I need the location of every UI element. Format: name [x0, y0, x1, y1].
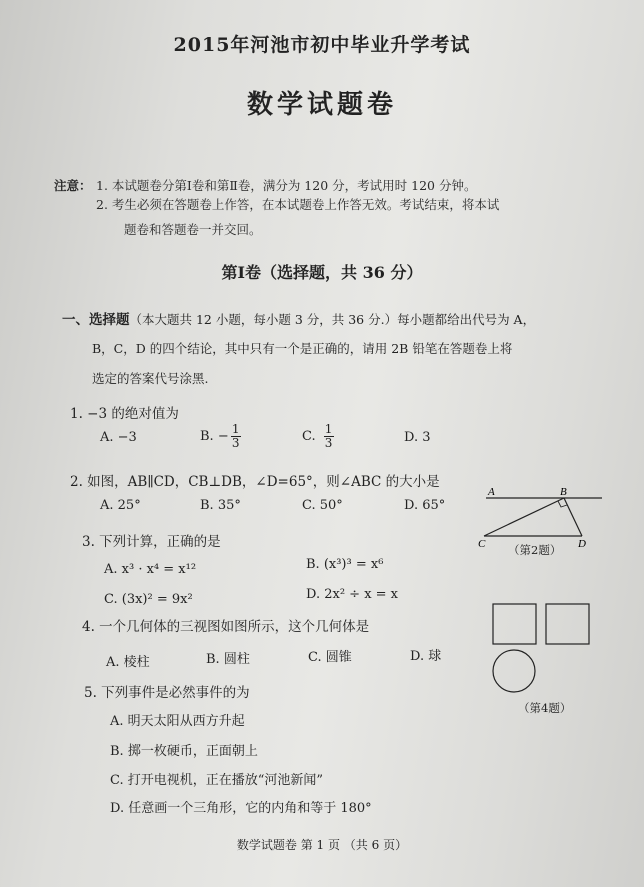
question-3-option-d: D. 2x² ÷ x = x: [306, 587, 399, 602]
figure-4-caption: （第4题）: [518, 701, 572, 715]
question-5-option-a: A. 明天太阳从西方升起: [110, 714, 245, 729]
notice-item-2-line1: 2. 考生必须在答题卷上作答，在本试题卷上作答无效。考试结束，将本试: [96, 197, 500, 212]
question-5-option-b: B. 掷一枚硬币，正面朝上: [110, 744, 258, 759]
part1-heading-line2: B，C，D 的四个结论，其中只有一个是正确的，请用 2B 铅笔在答题卷上将: [92, 341, 513, 356]
part1-heading-line3: 选定的答案代号涂黑.: [92, 371, 209, 386]
notice-item-1: 1. 本试题卷分第Ⅰ卷和第Ⅱ卷，满分为 120 分，考试用时 120 分钟。: [96, 178, 477, 193]
section-title: 第Ⅰ卷（选择题，共 36 分）: [221, 263, 423, 282]
part1-heading-line1: （本大题共 12 小题，每小题 3 分，共 36 分.）每小题都给出代号为 A，: [129, 312, 536, 327]
question-1-option-b: [200, 423, 241, 450]
question-3-option-c: C. (3x)² = 9x²: [104, 592, 193, 607]
notice-item-2-line2: 题卷和答题卷一并交回。: [124, 222, 262, 237]
question-2-option-b: B. 35°: [200, 498, 241, 513]
line-bd: [564, 498, 582, 536]
question-5-option-c: C. 打开电视机，正在播放“河池新闻”: [110, 773, 324, 788]
page-footer: 数学试题卷 第 1 页 （共 6 页）: [236, 838, 408, 852]
figure-2-caption: （第2题）: [508, 543, 562, 557]
question-1-stem: 1. −3 的绝对值为: [70, 406, 179, 422]
notice-label: 注意：: [54, 178, 92, 193]
exam-title: 2015年河池市初中毕业升学考试: [173, 34, 471, 56]
question-4-stem: 4. 一个几何体的三视图如图所示，这个几何体是: [82, 619, 370, 635]
question-5-stem: 5. 下列事件是必然事件的为: [84, 685, 250, 701]
figure-4-diagram: [488, 600, 598, 700]
question-1-option-b-prefix: B. −: [200, 429, 229, 444]
side-view-square: [546, 604, 589, 644]
line-cb: [484, 498, 564, 536]
label-b: B: [560, 486, 567, 498]
part1-heading: [62, 308, 535, 328]
question-1-option-c: [302, 423, 334, 450]
question-1-option-b-fraction: $\frac{1}{3}$: [231, 422, 240, 450]
question-2-option-c: C. 50°: [302, 498, 343, 513]
question-4-option-a: A. 棱柱: [106, 655, 150, 670]
top-view-circle: [493, 650, 535, 692]
question-4-option-b: B. 圆柱: [206, 652, 250, 667]
front-view-square: [493, 604, 536, 644]
question-1-option-c-fraction: $\frac{1}{3}$: [324, 422, 333, 450]
question-1-option-c-prefix: C.: [302, 429, 316, 444]
question-2-option-d: D. 65°: [404, 498, 446, 513]
question-4-option-d: D. 球: [410, 649, 442, 664]
label-c: C: [478, 538, 486, 550]
question-1-option-a: A. −3: [100, 430, 137, 445]
question-3-stem: 3. 下列计算，正确的是: [82, 534, 221, 550]
question-1-option-d: D. 3: [404, 430, 431, 445]
question-2-option-a: A. 25°: [100, 498, 141, 513]
question-3-option-a: A. x³ · x⁴ = x¹²: [104, 562, 197, 577]
exam-subtitle: 数学试题卷: [246, 90, 397, 120]
question-2-stem: 2. 如图，AB∥CD，CB⊥DB，∠D=65°，则∠ABC 的大小是: [70, 474, 440, 490]
label-d: D: [578, 538, 586, 550]
question-3-option-b: B. (x³)³ = x⁶: [306, 557, 384, 572]
question-5-option-d: D. 任意画一个三角形，它的内角和等于 180°: [110, 801, 372, 816]
question-4-option-c: C. 圆锥: [308, 650, 352, 665]
label-a: A: [488, 486, 495, 498]
part1-heading-label: 一、选择题: [62, 312, 130, 328]
